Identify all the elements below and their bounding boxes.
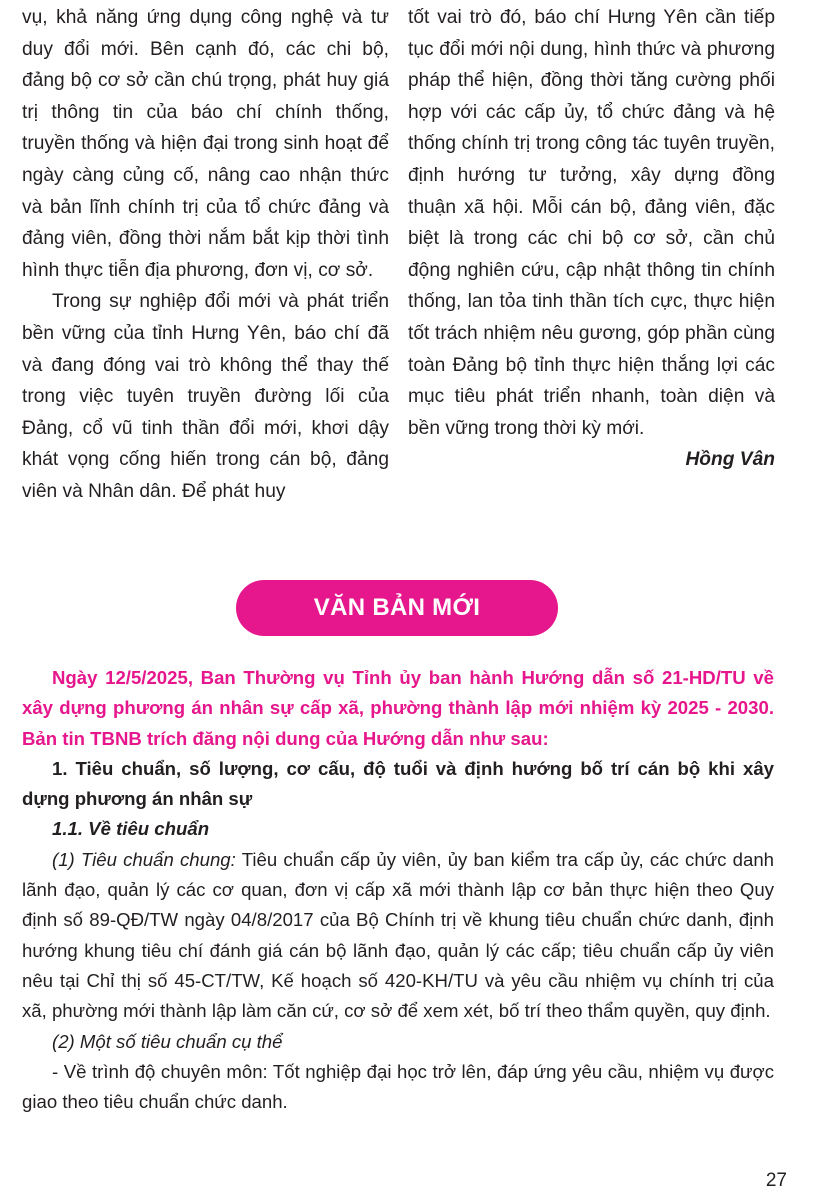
general-standard-paragraph xyxy=(22,845,774,1027)
document-intro: Ngày 12/5/2025, Ban Thường vụ Tỉnh ủy ban hành Hướng dẫn số 21-HD/TU về xây dựng phương án nhân sự cấp xã, phường thành lập mới nhiệm kỳ 2025 - 2030. Bản tin TBNB trích đăng nội dung của Hướng dẫn như sau: xyxy=(22,667,774,749)
specific-standard-label: (2) Một số tiêu chuẩn cụ thể xyxy=(52,1030,283,1052)
general-standard-text: Tiêu chuẩn cấp ủy viên, ủy ban kiểm tra cấp ủy, các chức danh lãnh đạo, quản lý các cơ quan, đơn vị cấp xã mới thành lập cơ bản thực hiện theo Quy định số 89-QĐ/TW ngày 04/8/2017 của Bộ Chính trị về khung tiêu chuẩn chức danh, định hướng khung tiêu chí đánh giá cán bộ lãnh đạo, quản lý các cấp; tiêu chuẩn cấp ủy viên nêu tại Chỉ thị số 45-CT/TW, Kế hoạch số 420-KH/TU và yêu cầu nhiệm vụ chính trị của xã, phường mới thành lập làm căn cứ, cơ sở để xem xét, bố trí theo thẩm quyền, quy định. xyxy=(22,848,774,1022)
general-standard-label: (1) Tiêu chuẩn chung: xyxy=(52,848,236,870)
section-banner xyxy=(236,580,558,636)
article-author: Hồng Vân xyxy=(685,449,775,471)
right-paragraph-1: tốt vai trò đó, báo chí Hưng Yên cần tiếp tục đổi mới nội dung, hình thức và phương pháp thể hiện, đồng thời tăng cường phối hợp với các cấp ủy, tổ chức đảng và hệ thống chính trị trong công tác tuyên truyền, định hướng tư tưởng, xây dựng đồng thuận xã hội. Mỗi cán bộ, đảng viên, đặc biệt là trong các chi bộ cơ sở, cần chủ động nghiên cứu, cập nhật thông tin chính thống, lan tỏa tinh thần tích cực, thực hiện tốt trách nhiệm nêu gương, góp phần cùng toàn Đảng bộ tỉnh thực hiện thắng lợi các mục tiêu phát triển nhanh, toàn diện và bền vững trong thời kỳ mới. xyxy=(408,7,775,439)
page-number: 27 xyxy=(765,1170,787,1191)
left-paragraph-2: Trong sự nghiệp đổi mới và phát triển bền vững của tỉnh Hưng Yên, báo chí đã và đang đóng vai trò không thể thay thế trong việc tuyên truyền đường lối của Đảng, cổ vũ tinh thần đổi mới, khơi dậy khát vọng cống hiến trong cán bộ, đảng viên và Nhân dân. Để phát huy xyxy=(22,291,389,502)
left-column xyxy=(22,2,389,508)
heading-standards: 1. Tiêu chuẩn, số lượng, cơ cấu, độ tuổi và định hướng bố trí cán bộ khi xây dựng phương án nhân sự xyxy=(22,757,774,810)
heading-standards-1-1: 1.1. Về tiêu chuẩn xyxy=(52,818,210,840)
section-banner-label: VĂN BẢN MỚI xyxy=(313,594,481,621)
professional-qualification: - Về trình độ chuyên môn: Tốt nghiệp đại học trở lên, đáp ứng yêu cầu, nhiệm vụ được giao theo tiêu chuẩn chức danh. xyxy=(22,1060,774,1113)
new-document-section xyxy=(22,663,774,1117)
left-paragraph-1: vụ, khả năng ứng dụng công nghệ và tư duy đổi mới. Bên cạnh đó, các chi bộ, đảng bộ cơ sở cần chú trọng, phát huy giá trị thông tin của báo chí chính thống, truyền thống và hiện đại trong sinh hoạt để ngày càng củng cố, nâng cao nhận thức và bản lĩnh chính trị của tổ chức đảng và đảng viên, đồng thời nắm bắt kịp thời tình hình thực tiễn địa phương, đơn vị, cơ sở. xyxy=(22,7,389,281)
right-column xyxy=(408,2,775,476)
